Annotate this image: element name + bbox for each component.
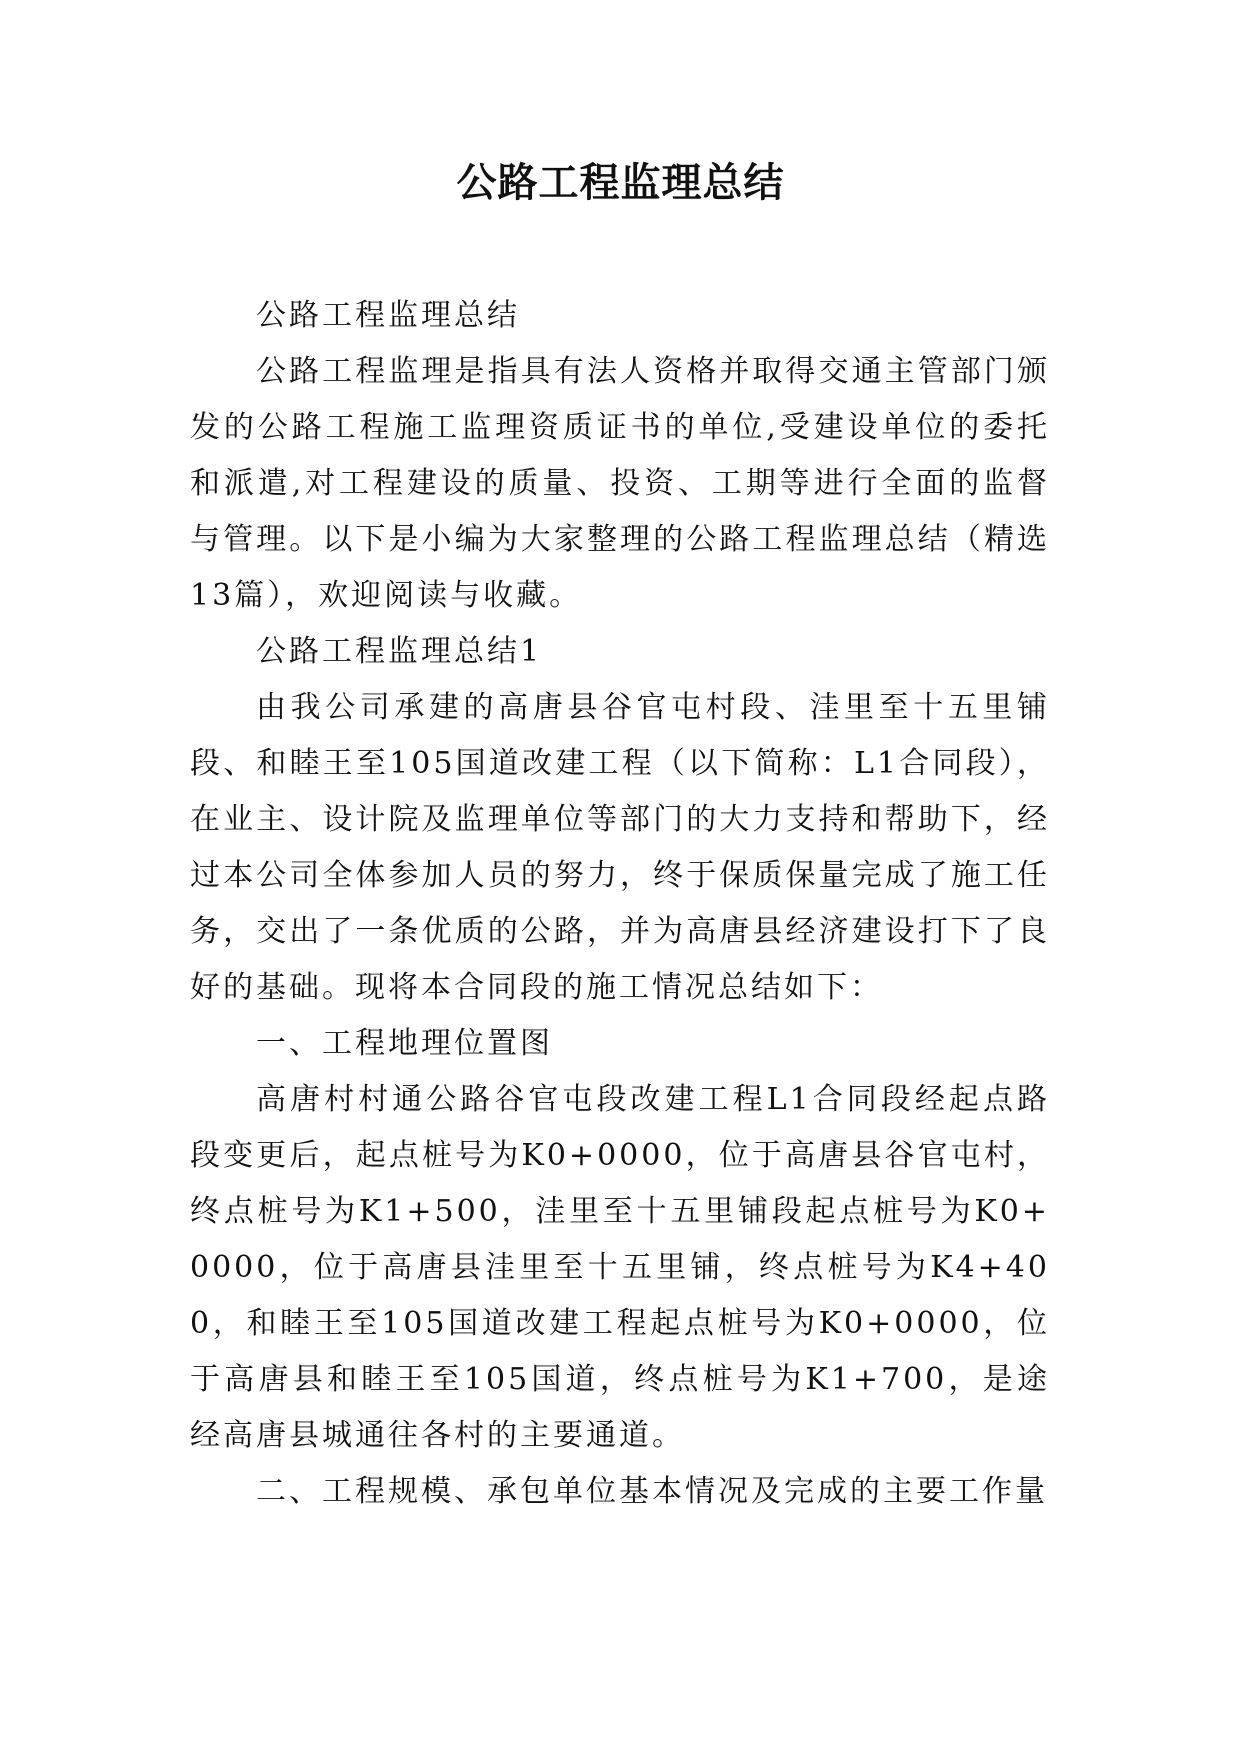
paragraph-intro: 公路工程监理是指具有法人资格并取得交通主管部门颁发的公路工程施工监理资质证书的单位,受建设单位的委托和派遣,对工程建设的质量、投资、工期等进行全面的监督与管理。以下是小编为大家整理的公路工程监理总结（精选13篇），欢迎阅读与收藏。 (190, 354, 1050, 613)
paragraph-section-heading-1: 公路工程监理总结1 (256, 634, 543, 669)
paragraph-subtitle: 公路工程监理总结 (256, 298, 520, 333)
document-body (190, 288, 1050, 1520)
paragraph-location: 高唐村村通公路谷官屯段改建工程L1合同段经起点路段变更后，起点桩号为K0+0000，位于高唐县谷官屯村，终点桩号为K1+500，洼里至十五里铺段起点桩号为K0+0000，位于高唐县洼里至十五里铺，终点桩号为K4+400，和睦王至105国道改建工程起点桩号为K0+0000，位于高唐县和睦王至105国道，终点桩号为K1+700，是途经高唐县城通往各村的主要通道。 (190, 1082, 1050, 1453)
paragraph-heading-location: 一、工程地理位置图 (256, 1026, 553, 1061)
paragraph-overview: 由我公司承建的高唐县谷官屯村段、洼里至十五里铺段、和睦王至105国道改建工程（以下简称：L1合同段），在业主、设计院及监理单位等部门的大力支持和帮助下，经过本公司全体参加人员的努力，终于保质保量完成了施工任务，交出了一条优质的公路，并为高唐县经济建设打下了良好的基础。现将本合同段的施工情况总结如下： (190, 690, 1050, 1005)
document-title: 公路工程监理总结 (456, 160, 785, 206)
paragraph-heading-scale: 二、工程规模、承包单位基本情况及完成的主要工作量 (256, 1474, 1048, 1509)
